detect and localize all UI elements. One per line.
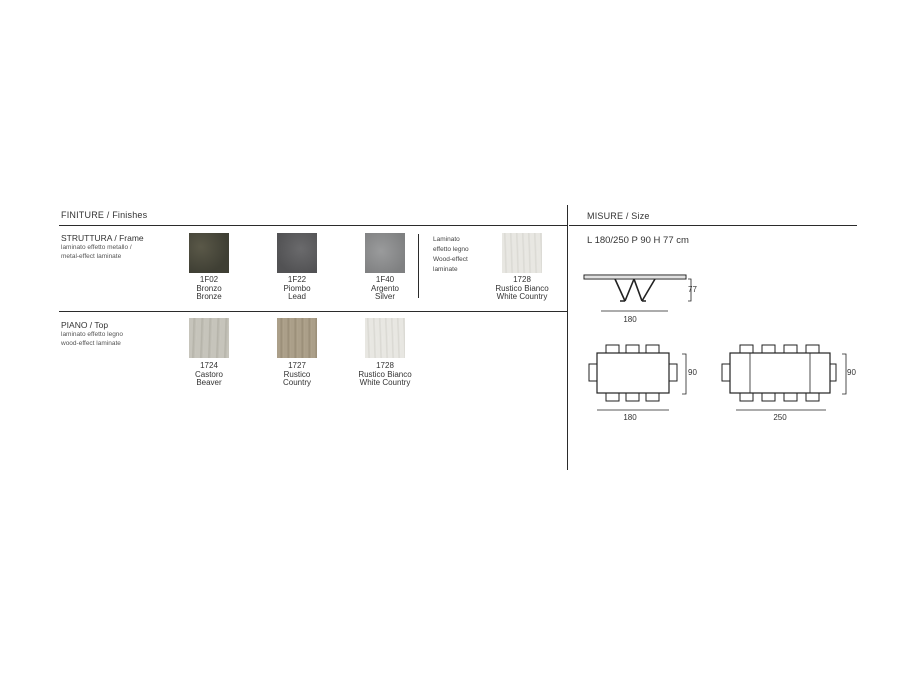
laminate-note-line: Laminato <box>433 236 460 243</box>
swatch-caption <box>257 362 337 388</box>
laminate-note-line: effetto legno <box>433 246 469 253</box>
frame-title: STRUTTURA / Frame <box>61 233 144 243</box>
swatch-name-it: Argento <box>370 283 400 293</box>
plan-180-drawing <box>585 343 685 413</box>
table-leg-frame <box>615 279 655 301</box>
plan-180-depth-label: 90 <box>688 368 697 377</box>
laminate-note-line: laminate <box>433 266 458 273</box>
swatch-name-en: White Country <box>496 292 548 302</box>
frame-subtitle-line: laminato effetto metallo / <box>61 244 132 251</box>
swatch-name-en: Beaver <box>196 378 222 388</box>
swatch-code: 1F40 <box>375 275 395 284</box>
finishes-header: FINITURE / Finishes <box>61 210 148 220</box>
swatch-name-it: Rustico <box>283 369 311 379</box>
frame-subtitle <box>61 244 171 261</box>
swatch-1727 <box>277 318 317 358</box>
swatch-code: 1724 <box>200 361 218 370</box>
swatch-name-en: Lead <box>288 292 306 302</box>
swatch-name-it: Castoro <box>194 369 223 379</box>
plan-250-length-label: 250 <box>773 413 787 422</box>
table-top <box>730 353 830 393</box>
swatch-code: 1727 <box>288 361 306 370</box>
column-divider <box>567 205 568 470</box>
swatch-1728-frame <box>502 233 542 273</box>
swatch-code: 1728 <box>513 275 531 284</box>
swatch-code: 1F22 <box>287 275 307 284</box>
side-height-label: 77 <box>688 285 697 294</box>
top-subtitle <box>61 331 171 348</box>
plan-180-length-label: 180 <box>623 413 637 422</box>
table-top <box>597 353 669 393</box>
swatch-1f22 <box>277 233 317 273</box>
swatch-1728-top <box>365 318 405 358</box>
swatch-name-en: White Country <box>359 378 411 388</box>
swatch-1f40 <box>365 233 405 273</box>
swatch-name-it: Bronzo <box>196 283 222 293</box>
laminate-note <box>433 235 493 275</box>
swatch-1f02 <box>189 233 229 273</box>
swatch-code: 1F02 <box>199 275 219 284</box>
swatch-name-it: Rustico Bianco <box>495 283 549 293</box>
swatch-name-en: Bronze <box>196 292 222 302</box>
swatch-name-it: Piombo <box>283 283 311 293</box>
plan-250-depth-label: 90 <box>847 368 856 377</box>
plan-250-drawing <box>718 343 844 413</box>
side-elevation-drawing <box>580 265 710 335</box>
top-subtitle-line: wood-effect laminate <box>61 339 121 347</box>
swatch-code: 1728 <box>376 361 394 370</box>
size-dimensions: L 180/250 P 90 H 77 cm <box>587 235 689 246</box>
swatch-caption <box>169 276 249 302</box>
swatch-caption <box>345 362 425 388</box>
top-title: PIANO / Top <box>61 320 109 330</box>
swatch-caption <box>169 362 249 388</box>
size-header: MISURE / Size <box>587 211 650 221</box>
side-length-label: 180 <box>623 315 637 324</box>
swatch-caption <box>345 276 425 302</box>
laminate-note-line: Wood-effect <box>433 256 468 263</box>
swatch-name-en: Silver <box>374 292 395 302</box>
finishes-header-rule <box>59 225 567 226</box>
swatch-caption <box>257 276 337 302</box>
swatch-name-it: Rustico Bianco <box>358 369 412 379</box>
size-header-rule <box>569 225 857 226</box>
frame-subtitle-line: metal-effect laminate <box>61 252 122 260</box>
swatch-1724 <box>189 318 229 358</box>
swatch-name-en: Country <box>282 378 311 388</box>
swatch-caption <box>482 276 562 302</box>
section-divider <box>59 311 567 312</box>
top-subtitle-line: laminato effetto legno <box>61 331 124 338</box>
